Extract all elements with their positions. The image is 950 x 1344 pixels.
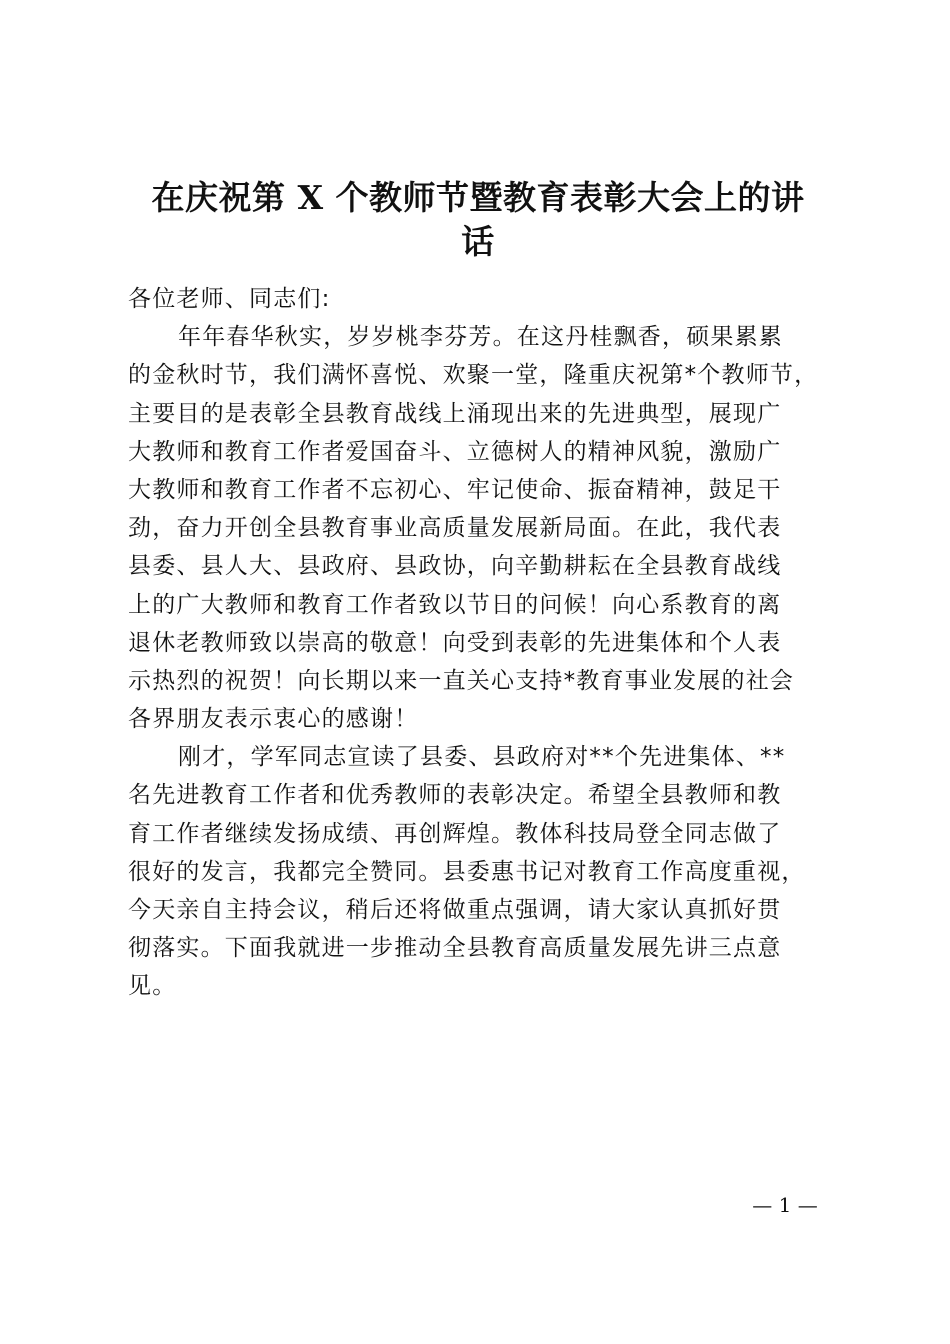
paragraph-line: 大教师和教育工作者爱国奋斗、立德树人的精神风貌，激励广 xyxy=(128,438,782,465)
paragraph-line: 示热烈的祝贺！向长期以来一直关心支持*教育事业发展的社会 xyxy=(128,667,795,694)
paragraph-line: 上的广大教师和教育工作者致以节日的问候！向心系教育的离 xyxy=(128,591,782,618)
paragraph-line: 见。 xyxy=(128,973,177,1000)
paragraph-line: 名先进教育工作者和优秀教师的表彰决定。希望全县教师和教 xyxy=(128,782,782,809)
document-title xyxy=(128,176,828,264)
paragraph-line: 年年春华秋实，岁岁桃李芬芳。在这丹桂飘香，硕果累累 xyxy=(178,324,783,351)
paragraph-line: 退休老教师致以崇高的敬意！向受到表彰的先进集体和个人表 xyxy=(128,629,782,656)
title-line: 在庆祝第 X 个教师节暨教育表彰大会上的讲 xyxy=(151,178,805,217)
paragraph-line: 很好的发言，我都完全赞同。县委惠书记对教育工作高度重视， xyxy=(128,858,806,885)
paragraph-line: 的金秋时节，我们满怀喜悦、欢聚一堂，隆重庆祝第*个教师节， xyxy=(128,362,819,389)
paragraph-line: 育工作者继续发扬成绩、再创辉煌。教体科技局登全同志做了 xyxy=(128,820,782,847)
paragraph-line: 主要目的是表彰全县教育战线上涌现出来的先进典型，展现广 xyxy=(128,400,782,427)
paragraph-line: 刚才，学军同志宣读了县委、县政府对**个先进集体、** xyxy=(178,744,786,771)
salutation: 各位老师、同志们: xyxy=(128,286,331,312)
paragraph-line: 彻落实。下面我就进一步推动全县教育高质量发展先讲三点意 xyxy=(128,935,782,962)
paragraph-2 xyxy=(128,738,828,1005)
paragraph-line: 劲，奋力开创全县教育事业高质量发展新局面。在此，我代表 xyxy=(128,515,782,542)
paragraph-line: 县委、县人大、县政府、县政协，向辛勤耕耘在全县教育战线 xyxy=(128,553,782,580)
paragraph-line: 今天亲自主持会议，稍后还将做重点强调，请大家认真抓好贯 xyxy=(128,897,782,923)
document-body xyxy=(128,280,828,1006)
paragraph-1 xyxy=(128,318,828,738)
paragraph-line: 大教师和教育工作者不忘初心、牢记使命、振奋精神，鼓足干 xyxy=(128,476,782,503)
page-number: — 1 — xyxy=(752,1193,818,1217)
paragraph-line: 各界朋友表示衷心的感谢！ xyxy=(128,706,419,733)
title-line: 话 xyxy=(461,222,495,261)
